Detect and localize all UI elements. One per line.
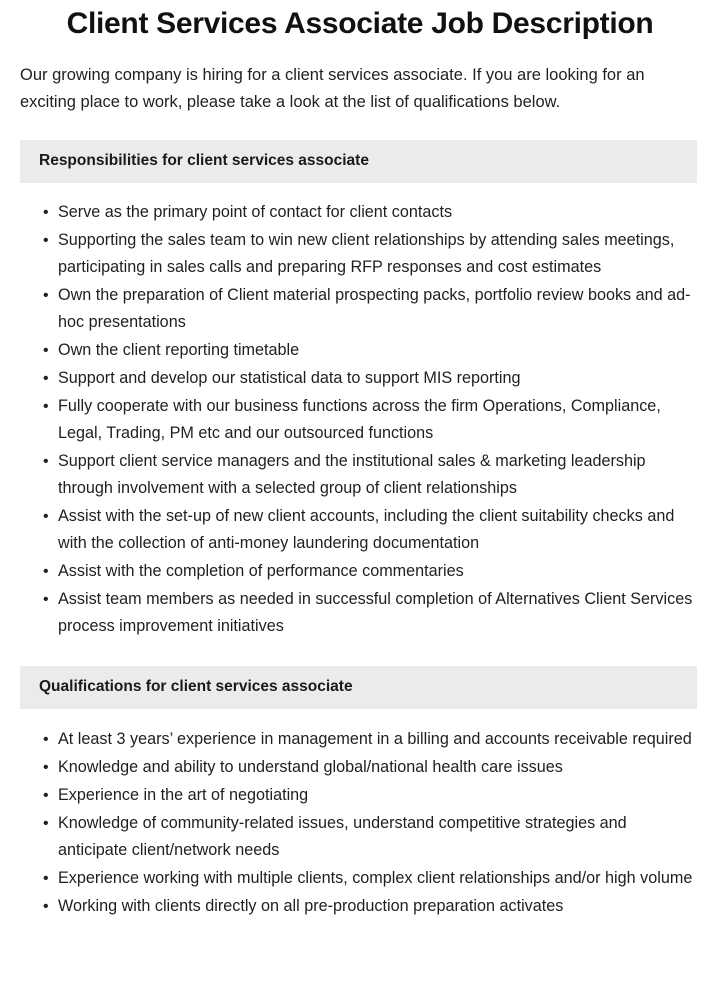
- list-item: • Support and develop our statistical data to support MIS reporting: [44, 365, 696, 392]
- list-item: • Supporting the sales team to win new client relationships by attending sales meetings, participating in sales calls and preparing RFP responses and cost estimates: [44, 227, 696, 281]
- list-item: • Support client service managers and the institutional sales & marketing leadership through involvement with a selected group of client relationships: [44, 448, 696, 502]
- list-item: • Assist with the set-up of new client accounts, including the client suitability checks and with the collection of anti-money laundering documentation: [44, 503, 696, 557]
- section-heading-qualifications: Qualifications for client services associate: [20, 666, 697, 709]
- list-item: • Working with clients directly on all pre-production preparation activates: [44, 893, 696, 920]
- list-item: • At least 3 years’ experience in management in a billing and accounts receivable required: [44, 726, 696, 753]
- list-item: • Assist team members as needed in successful completion of Alternatives Client Services process improvement initiatives: [44, 586, 696, 640]
- intro-paragraph: Our growing company is hiring for a client services associate. If you are looking for an exciting place to work, please take a look at the list of qualifications below.: [20, 66, 645, 111]
- responsibilities-list: [0, 183, 720, 640]
- section-heading-responsibilities: Responsibilities for client services associate: [20, 140, 697, 183]
- list-item: • Experience working with multiple clients, complex client relationships and/or high volume: [44, 865, 696, 892]
- section-qualifications: [0, 666, 720, 929]
- list-item: • Serve as the primary point of contact for client contacts: [44, 199, 696, 226]
- list-item: • Own the preparation of Client material prospecting packs, portfolio review books and ad-hoc presentations: [44, 282, 696, 336]
- qualifications-list: [0, 709, 720, 929]
- page-title: Client Services Associate Job Description: [66, 7, 654, 40]
- list-item: • Own the client reporting timetable: [44, 337, 696, 364]
- list-item: • Knowledge of community-related issues, understand competitive strategies and anticipate client/network needs: [44, 810, 696, 864]
- list-item: • Assist with the completion of performance commentaries: [44, 558, 696, 585]
- list-item: • Knowledge and ability to understand global/national health care issues: [44, 754, 696, 781]
- list-item: • Experience in the art of negotiating: [44, 782, 696, 809]
- list-item: • Fully cooperate with our business functions across the firm Operations, Compliance, Legal, Trading, PM etc and our outsourced functions: [44, 393, 696, 447]
- section-responsibilities: [0, 140, 720, 640]
